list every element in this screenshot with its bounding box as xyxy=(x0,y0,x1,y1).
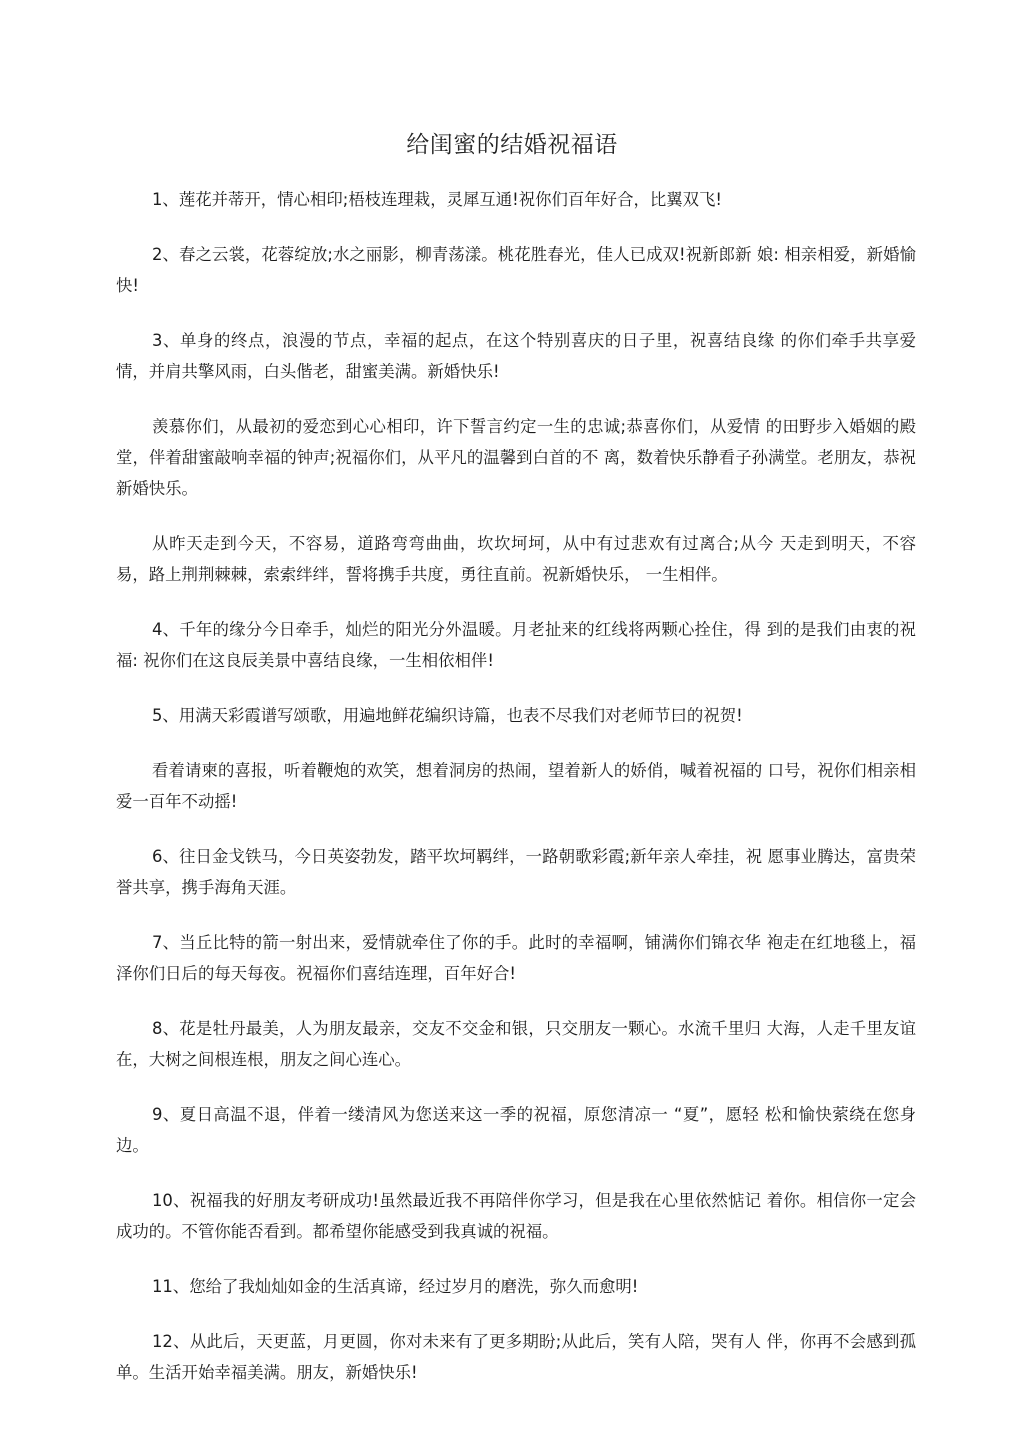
paragraph-4: 羡慕你们，从最初的爱恋到心心相印，许下誓言约定一生的忠诚;恭喜你们，从爱情 的田野步入婚姻的殿堂，伴着甜蜜敲响幸福的钟声;祝福你们，从平凡的温馨到白首的不 离，数着快乐静看子孙满堂。老朋友，恭祝新婚快乐。 xyxy=(116,417,916,498)
paragraph-6: 4、千年的缘分今日牵手，灿烂的阳光分外温暖。月老扯来的红线将两颗心拴住，得 到的是我们由衷的祝福: 祝你们在这良辰美景中喜结良缘，一生相依相伴! xyxy=(116,620,916,670)
paragraph-5: 从昨天走到今天，不容易，道路弯弯曲曲，坎坎坷坷，从中有过悲欢有过离合;从今 天走到明天，不容易，路上荆荆棘棘，索索绊绊，誓将携手共度，勇往直前。祝新婚快乐， 一生相伴。 xyxy=(116,534,916,584)
paragraph-12: 9、夏日高温不退，伴着一缕清风为您送来这一季的祝福，原您清凉一 “夏”，愿轻 松和愉快萦绕在您身边。 xyxy=(116,1105,916,1155)
paragraph-15: 12、从此后，天更蓝，月更圆，你对未来有了更多期盼;从此后，笑有人陪，哭有人 伴，你再不会感到孤单。生活开始幸福美满。朋友，新婚快乐! xyxy=(116,1332,916,1382)
paragraph-7: 5、用满天彩霞谱写颂歌，用遍地鲜花编织诗篇，也表不尽我们对老师节曰的祝贺! xyxy=(152,706,743,725)
paragraph-2: 2、春之云裳，花蓉绽放;水之丽影，柳青荡漾。桃花胜春光，佳人已成双!祝新郎新 娘: 相亲相爱，新婚愉快! xyxy=(116,245,916,295)
paragraph-1: 1、莲花并蒂开，情心相印;梧枝连理栽，灵犀互通!祝你们百年好合，比翼双飞! xyxy=(152,190,722,209)
paragraph-10: 7、当丘比特的箭一射出来，爱情就牵住了你的手。此时的幸福啊，铺满你们锦衣华 袍走在红地毯上，福泽你们日后的每天每夜。祝福你们喜结连理，百年好合! xyxy=(116,933,916,983)
paragraph-3: 3、单身的终点，浪漫的节点，幸福的起点，在这个特别喜庆的日子里，祝喜结良缘 的你们牵手共享爱情，并肩共擎风雨，白头偕老，甜蜜美满。新婚快乐! xyxy=(116,331,916,381)
paragraph-8: 看着请柬的喜报，听着鞭炮的欢笑，想着洞房的热闹，望着新人的娇俏，喊着祝福的 口号，祝你们相亲相爱一百年不动摇! xyxy=(116,761,916,811)
document-title: 给闺蜜的结婚祝福语 xyxy=(406,132,618,158)
paragraph-11: 8、花是牡丹最美，人为朋友最亲，交友不交金和银，只交朋友一颗心。水流千里归 大海，人走千里友谊在，大树之间根连根，朋友之间心连心。 xyxy=(116,1019,916,1069)
paragraph-14: 11、您给了我灿灿如金的生活真谛，经过岁月的磨洗，弥久而愈明! xyxy=(152,1277,639,1296)
paragraph-9: 6、往日金戈铁马，今日英姿勃发，踏平坎坷羁绊，一路朝歌彩霞;新年亲人牵挂，祝 愿事业腾达，富贵荣誉共享，携手海角天涯。 xyxy=(116,847,916,897)
paragraph-13: 10、祝福我的好朋友考研成功!虽然最近我不再陪伴你学习，但是我在心里依然惦记 着你。相信你一定会成功的。不管你能否看到。都希望你能感受到我真诚的祝福。 xyxy=(116,1191,916,1241)
document-body xyxy=(116,184,916,1412)
